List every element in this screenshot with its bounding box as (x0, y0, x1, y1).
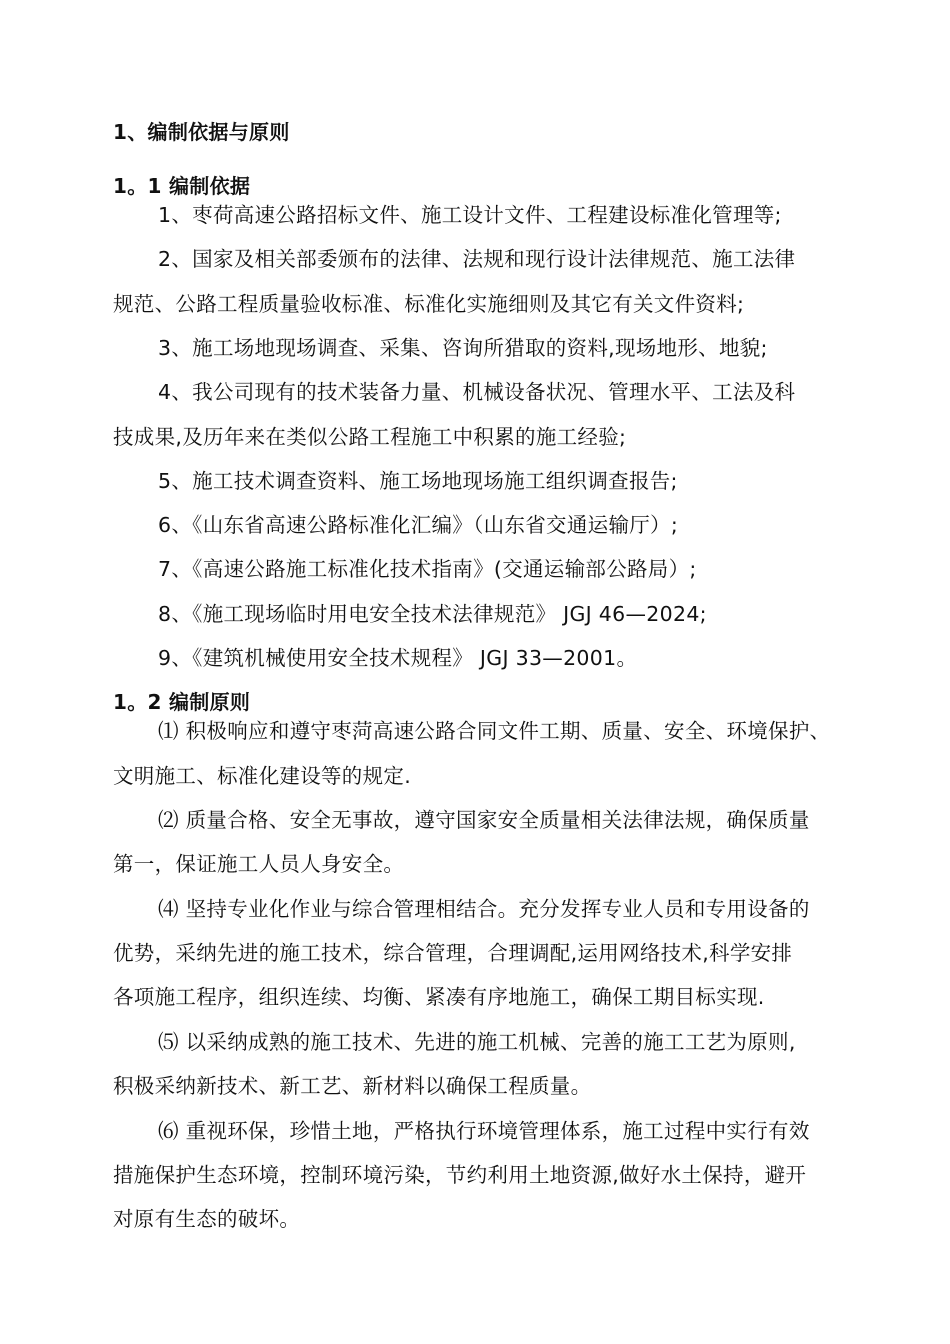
heading-1: 1、编制依据与原则 (113, 120, 290, 144)
basis-item-2-line-2: 规范、公路工程质量验收标准、标准化实施细则及其它有关文件资料; (113, 292, 745, 316)
basis-item-3: 3、施工场地现场调查、采集、咨询所猎取的资料,现场地形、地貌; (158, 336, 768, 360)
basis-item-6: 6、《山东省高速公路标准化汇编》（山东省交通运输厅）; (158, 513, 679, 537)
principle-6-line-3: 对原有生态的破坏。 (113, 1207, 301, 1231)
section-2-title: 1。2 编制原则 (113, 690, 251, 714)
basis-item-4-line-1: 4、我公司现有的技术装备力量、机械设备状况、管理水平、工法及科 (158, 380, 796, 404)
basis-item-5: 5、施工技术调查资料、施工场地现场施工组织调查报告; (158, 469, 678, 493)
principle-4-line-1: ⑷ 坚持专业化作业与综合管理相结合。充分发挥专业人员和专用设备的 (158, 897, 810, 921)
principle-6-line-1: ⑹ 重视环保，珍惜土地，严格执行环境管理体系，施工过程中实行有效 (158, 1119, 810, 1143)
basis-item-4-line-2: 技成果,及历年来在类似公路工程施工中积累的施工经验; (113, 425, 627, 449)
basis-item-7: 7、《高速公路施工标准化技术指南》(交通运输部公路局）; (158, 557, 697, 581)
principle-5-line-1: ⑸ 以采纳成熟的施工技术、先进的施工机械、完善的施工工艺为原则, (158, 1030, 796, 1054)
section-1-title: 1。1 编制依据 (113, 174, 251, 198)
basis-item-1: 1、枣荷高速公路招标文件、施工设计文件、工程建设标准化管理等; (158, 203, 782, 227)
principle-2-line-2: 第一，保证施工人员人身安全。 (113, 852, 405, 876)
basis-item-8: 8、《施工现场临时用电安全技术法律规范》 JGJ 46—2024; (158, 602, 707, 626)
basis-item-2-line-1: 2、国家及相关部委颁布的法律、法规和现行设计法律规范、施工法律 (158, 247, 796, 271)
principle-5-line-2: 积极采纳新技术、新工艺、新材料以确保工程质量。 (113, 1074, 592, 1098)
principle-4-line-2: 优势，采纳先进的施工技术，综合管理，合理调配,运用网络技术,科学安排 (113, 941, 793, 965)
principle-6-line-2: 措施保护生态环境，控制环境污染，节约利用土地资源,做好水土保持，避开 (113, 1163, 807, 1187)
principle-2-line-1: ⑵ 质量合格、安全无事故，遵守国家安全质量相关法律法规，确保质量 (158, 808, 810, 832)
basis-item-9: 9、《建筑机械使用安全技术规程》 JGJ 33—2001。 (158, 646, 638, 670)
principle-4-line-3: 各项施工程序，组织连续、均衡、紧凑有序地施工，确保工期目标实现. (113, 985, 765, 1009)
principle-1-line-2: 文明施工、标准化建设等的规定. (113, 764, 412, 788)
principle-1-line-1: ⑴ 积极响应和遵守枣菏高速公路合同文件工期、质量、安全、环境保护、 (158, 719, 831, 743)
